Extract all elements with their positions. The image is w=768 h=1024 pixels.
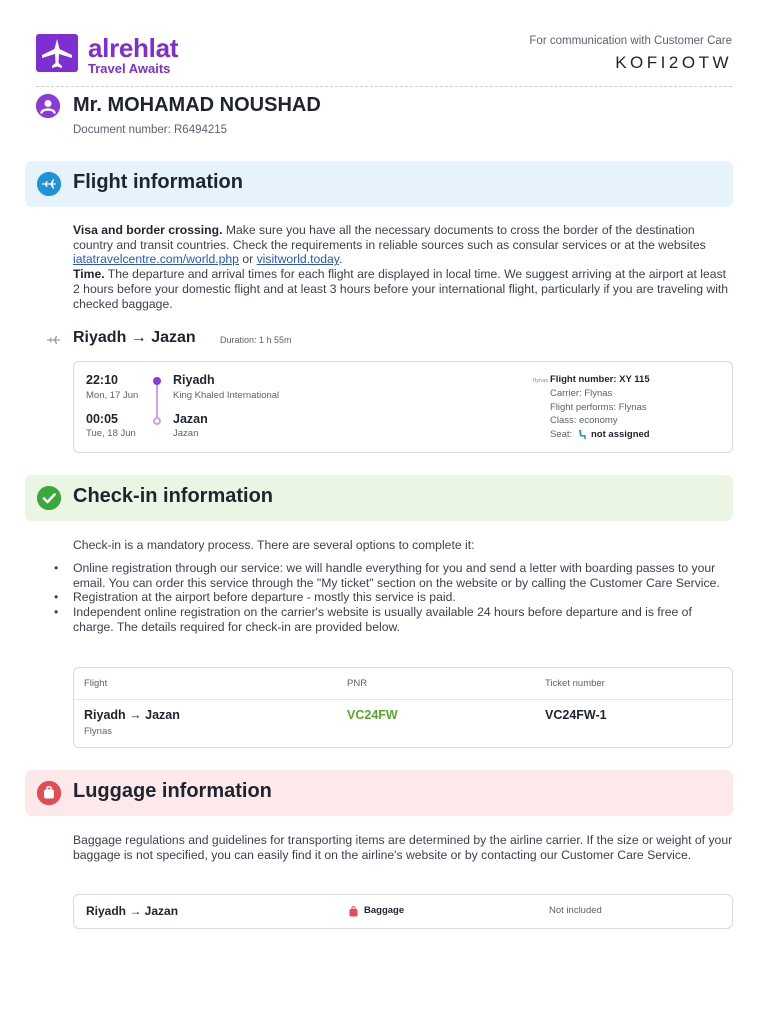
list-item-text: Registration at the airport before departure - mostly this service is paid. — [73, 590, 456, 605]
seat-label: Seat: — [550, 429, 573, 440]
seat-value: not assigned — [591, 429, 650, 440]
alrehlat-logo-icon — [36, 34, 78, 72]
checkin-table — [73, 667, 733, 748]
flight-class: Class: economy — [550, 415, 618, 426]
route-title: Riyadh → Jazan — [73, 329, 196, 346]
header — [0, 0, 768, 92]
route-timeline — [156, 380, 158, 421]
flight-information-banner — [25, 161, 733, 207]
svg-text:flynas: flynas — [533, 378, 548, 384]
suitcase-icon — [37, 781, 61, 805]
ticket-number: VC24FW-1 — [545, 708, 607, 722]
carrier: Carrier: Flynas — [550, 388, 613, 399]
brand-name: alrehlat — [88, 33, 179, 63]
list-item — [54, 561, 734, 590]
flynas-logo-icon — [533, 377, 548, 384]
iata-link[interactable]: iatatravelcentre.com/world.php — [73, 252, 239, 267]
flight-performs: Flight performs: Flynas — [550, 402, 647, 413]
arrival-date: Tue, 18 Jun — [86, 428, 136, 439]
departure-date: Mon, 17 Jun — [86, 390, 139, 401]
departure-time: 22:10 — [86, 373, 118, 387]
table-header-pnr: PNR — [347, 678, 368, 689]
user-icon — [36, 94, 60, 118]
list-item-text: Independent online registration on the carrier's website is usually available 24 hours before departure and is free of charge. The details required for check-in are provided below. — [73, 605, 692, 634]
checkin-information-banner — [25, 475, 733, 521]
route-duration: Duration: 1 h 55m — [220, 335, 292, 345]
bullet: • — [54, 561, 59, 575]
visitworld-link[interactable]: visitworld.today — [256, 252, 339, 267]
checkin-information-title: Check-in information — [73, 485, 274, 507]
customer-care-code: KOFI2OTW — [615, 53, 732, 72]
or-text: or — [238, 252, 257, 267]
arrival-city: Jazan — [173, 412, 208, 426]
baggage-icon — [349, 906, 358, 917]
visa-label: Visa and border crossing. — [73, 223, 223, 237]
table-header-ticket: Ticket number — [545, 678, 605, 689]
brand — [88, 34, 178, 76]
luggage-card — [73, 894, 733, 929]
list-item-text: Online registration through our service: we will handle everything for you and send a letter with boarding passes to your email. You can order this service through the "My ticket" section on the website or by calling the Customer Care Service. — [73, 561, 720, 590]
flight-number: Flight number: XY 115 — [550, 374, 650, 385]
arrival-time: 00:05 — [86, 412, 118, 426]
bullet: • — [54, 590, 59, 605]
departure-city: Riyadh — [173, 373, 215, 387]
table-divider — [74, 699, 732, 700]
flight-card — [73, 361, 733, 453]
header-divider — [36, 86, 732, 87]
time-label: Time. — [73, 267, 105, 282]
luggage-route: Riyadh → Jazan — [86, 904, 179, 918]
arrival-dot — [153, 417, 161, 425]
time-text: The departure and arrival times for each flight are displayed in local time. We suggest arriving at the airport at least 2 hours before your domestic flight and at least 3 hours before your international flight, particularly if you are traveling with checked baggage. — [73, 267, 729, 311]
airplane-icon — [37, 172, 61, 196]
checkin-intro: Check-in is a mandatory process. There are several options to complete it: — [73, 538, 475, 552]
baggage-status: Not included — [549, 905, 602, 916]
table-header-flight: Flight — [84, 678, 108, 689]
checkin-options-list — [54, 561, 734, 635]
visa-text: Make sure you have all the necessary documents to cross the border of the destination country and transit countries. Check the requirements in reliable sources such as consular services or at the websites — [73, 223, 706, 252]
luggage-information-title: Luggage information — [73, 780, 272, 802]
period-text: . — [339, 252, 343, 267]
list-item — [54, 605, 734, 634]
departure-dot — [153, 377, 161, 385]
table-carrier: Flynas — [84, 726, 112, 737]
plane-icon — [46, 332, 62, 348]
checkmark-icon — [37, 486, 61, 510]
brand-tagline: Travel Awaits — [88, 61, 171, 76]
document-number: Document number: R6494215 — [73, 124, 228, 136]
passenger-name: Mr. MOHAMAD NOUSHAD — [73, 94, 321, 116]
luggage-paragraph: Baggage regulations and guidelines for transporting items are determined by the airline carrier. If the size or weight of your baggage is not specified, you can easily find it on the airline's website or by contacting our Customer Care Service. — [73, 833, 733, 862]
list-item — [54, 590, 734, 605]
arrival-airport: Jazan — [173, 428, 199, 439]
flight-information-title: Flight information — [73, 171, 243, 193]
customer-care-label: For communication with Customer Care — [529, 35, 732, 47]
flight-info-paragraph — [73, 223, 733, 311]
table-route: Riyadh → Jazan — [84, 708, 180, 722]
baggage-label: Baggage — [364, 905, 405, 916]
pnr-value: VC24FW — [347, 708, 398, 722]
luggage-information-banner — [25, 770, 733, 816]
seat-icon — [578, 429, 587, 440]
departure-airport: King Khaled International — [173, 390, 280, 401]
bullet: • — [54, 605, 59, 620]
